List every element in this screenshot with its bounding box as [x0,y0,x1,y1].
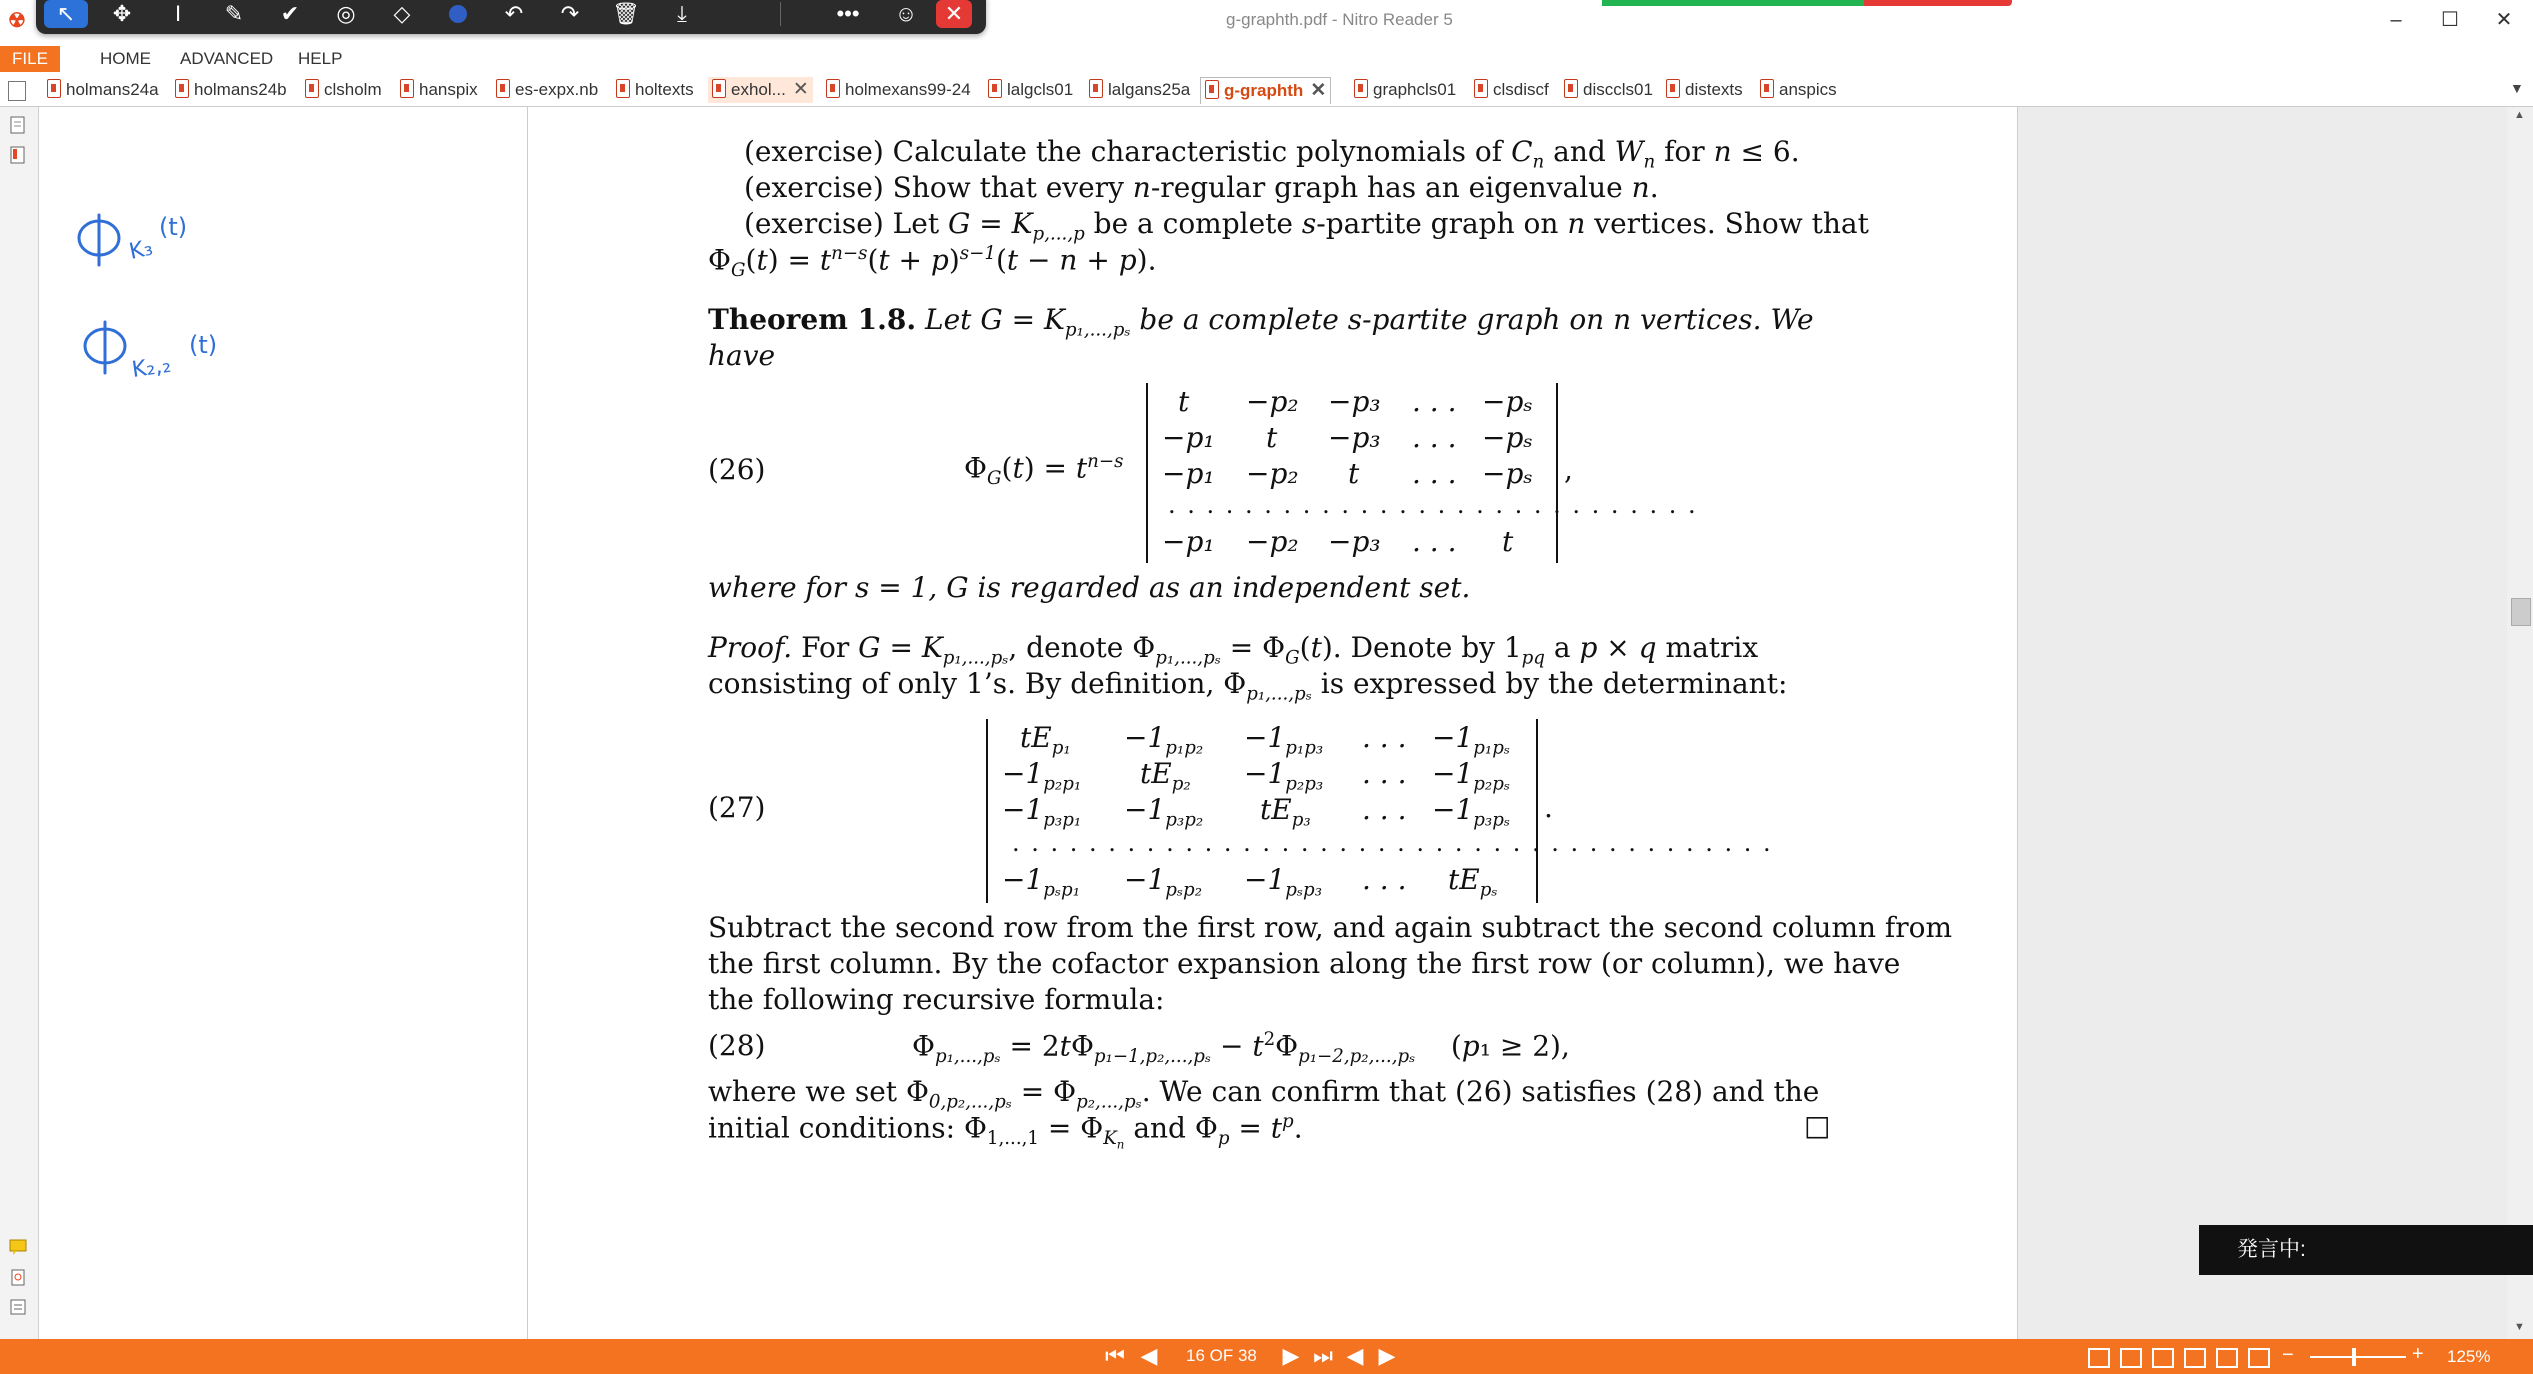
close-tab-icon[interactable]: ✕ [792,79,809,100]
matrix-26 [1146,383,1698,563]
select-tool-icon[interactable]: ↖ [44,0,88,28]
bookmark-panel-icon[interactable] [8,145,28,165]
close-toolbar-icon[interactable]: ✕ [936,0,972,28]
matrix-dots: . . . . . . . . . . . . . . . . . . . . . . . . . . . . . . . . . . . . . . . . [1012,829,1773,857]
close-tab-icon[interactable]: ✕ [1310,80,1327,101]
trash-icon[interactable]: 🗑 [612,1,640,26]
doc-tab[interactable]: anspics [1760,77,1837,103]
color-picker-button[interactable] [436,0,480,28]
doc-tab[interactable]: graphcls01 [1354,77,1456,103]
equation-number: (26) [708,453,766,486]
sync-progress [1602,0,2012,6]
comments-panel-icon[interactable] [8,1237,28,1257]
matrix-row: $-1_{p_2p_1}$ $tE_{p_2}$ $-1_{p_2p_3}$ . . . $-1_{p_2p_s}$ [1002,757,1510,795]
handwritten-notes [39,107,527,407]
pdf-file-icon [1564,79,1578,98]
doc-tab-active[interactable]: g-graphth ✕ [1200,77,1331,104]
paragraph-line: where we set $\Phi_{0,p_2,...,p_s} = \Phi_{p_2,...,p_s}$. We can confirm that (26) satisfies (28) and the [708,1075,1820,1113]
tab-file[interactable]: FILE [0,46,60,72]
nitro-logo-icon: ☢ [8,10,26,32]
undo-icon[interactable]: ↶ [504,1,524,26]
title-bar [0,0,2533,40]
facing-continuous-view-icon[interactable] [2184,1348,2206,1368]
pen-icon[interactable]: ✎ [224,1,244,26]
continuous-view-icon[interactable] [2120,1348,2142,1368]
theorem-line: Theorem 1.8. Let $G = K_{p_1,...,p_s}$ be a complete s-partite graph on n vertices. We [708,303,1814,341]
matrix-row: $-1_{p_sp_1}$ $-1_{p_sp_2}$ $-1_{p_sp_3}$ . . . $tE_{p_s}$ [1002,863,1498,901]
last-page-icon[interactable]: ⏭ [1313,1343,1333,1368]
handwritten-k3: K₃ [127,235,155,265]
matrix-row: $-1_{p_3p_1}$ $-1_{p_3p_2}$ $tE_{p_3}$ . . . $-1_{p_3p_s}$ [1002,793,1510,831]
doc-tab[interactable]: clsdiscf [1474,77,1549,103]
pan-tool-icon[interactable]: ✥ [112,1,132,26]
equation-28: $\Phi_{p_1,...,p_s} = 2t\Phi_{p_1-1,p_2,...,p_s} - t^2\Phi_{p_1-2,p_2,...,p_s}$ (p₁ ≥ 2), [912,1029,1570,1067]
pdf-file-icon [47,79,61,98]
zoom-level[interactable]: 125% [2447,1347,2491,1366]
more-icon[interactable]: ••• [836,1,860,26]
doc-tab[interactable]: hanspix [400,77,478,103]
tabs-dropdown-icon[interactable]: ▼ [2510,80,2524,96]
doc-tab[interactable]: exhol... ✕ [708,77,813,103]
color-dot-icon [449,5,467,23]
theorem-line: have [708,339,776,372]
forward-view-icon[interactable]: ▶ [1378,1343,1396,1368]
qed-box: □ [1804,1109,1831,1142]
status-bar [0,1339,2533,1374]
doc-tab[interactable]: holtexts [616,77,694,103]
document-viewport[interactable] [528,107,2507,1339]
matrix-row: $tE_{p_1}$ $-1_{p_1p_2}$ $-1_{p_1p_3}$ . . . $-1_{p_1p_s}$ [1020,721,1510,759]
window-title: g-graphth.pdf - Nitro Reader 5 [1226,10,1453,29]
matrix-row: −p₁ t −p₃ . . . −pₛ [1162,421,1533,454]
exercise-line: (exercise) Calculate the characteristic polynomials of $C_n$ and $W_n$ for n ≤ 6. [744,135,1800,173]
doc-tab[interactable]: lalgans25a [1089,77,1190,103]
paragraph-line: Subtract the second row from the first row, and again subtract the second column from [708,911,1953,944]
fit-width-icon[interactable] [2216,1348,2238,1368]
pdf-file-icon [1089,79,1103,98]
pdf-file-icon [400,79,414,98]
checkmark-icon[interactable]: ✔ [280,1,300,26]
zoom-in-icon[interactable]: + [2412,1343,2424,1365]
annotation-panel [39,107,528,1339]
first-page-icon[interactable]: ⏮ [1105,1343,1125,1368]
doc-tab[interactable]: holmexans99-24 [826,77,971,103]
pdf-file-icon [1666,79,1680,98]
exercise-line: (exercise) Let $G = K_{p,...,p}$ be a complete s-partite graph on n vertices. Show that [744,207,1869,245]
single-page-view-icon[interactable] [2088,1348,2110,1368]
pdf-file-icon [1205,80,1219,99]
handwritten-t: (t) [159,213,188,241]
equation-number: (27) [708,791,766,824]
scroll-up-icon[interactable]: ▲ [2514,109,2525,121]
minimize-button[interactable]: – [2390,9,2402,31]
attachments-panel-icon[interactable] [8,1267,28,1287]
equation-number: (28) [708,1029,766,1062]
matrix-row: −p₁ −p₂ t . . . −pₛ [1162,457,1533,490]
share-user-icon[interactable]: ☺ [894,1,918,26]
matrix-row: t −p₂ −p₃ . . . −pₛ [1178,385,1533,418]
vertical-scrollbar[interactable] [2507,107,2533,1339]
proof-line: Proof. For $G = K_{p_1,...,p_s}$, denote $\Phi_{p_1,...,p_s} = \Phi_G(t)$. Denote by $1_{pq}$ a p × q matrix [708,631,1759,669]
equation-lhs: $\Phi_G(t) = t^{n-s}$ [964,451,1124,489]
exercise-formula: $\Phi_G(t) = t^{n-s}(t + p)^{s-1}(t - n + p)$. [708,243,1157,281]
doc-tab[interactable]: disccls01 [1564,77,1653,103]
back-view-icon[interactable]: ◀ [1346,1343,1364,1368]
page-icon[interactable] [8,81,26,101]
zoom-slider-thumb[interactable] [2352,1348,2356,1366]
previous-page-icon[interactable]: ◀ [1140,1343,1158,1368]
pdf-file-icon [712,79,726,98]
pdf-file-icon [826,79,840,98]
doc-tab[interactable]: clsholm [305,77,382,103]
zoom-slider[interactable] [2310,1356,2406,1358]
zoom-out-icon[interactable]: − [2282,1344,2294,1366]
matrix-dots: . . . . . . . . . . . . . . . . . . . . . . . . . . . . [1168,491,1698,519]
layers-panel-icon[interactable] [8,1297,28,1317]
doc-tab[interactable]: holmans24b [175,77,287,103]
doc-tab[interactable]: holmans24a [47,77,159,103]
pdf-page [528,107,2018,1339]
facing-view-icon[interactable] [2152,1348,2174,1368]
doc-tab[interactable]: lalgcls01 [988,77,1073,103]
speaking-indicator: 発言中: [2199,1225,2533,1275]
tab-help[interactable]: HELP [298,49,343,68]
handwritten-t: (t) [189,331,218,359]
tab-home[interactable]: HOME [100,49,151,68]
proof-line: consisting of only 1’s. By definition, $\Phi_{p_1,...,p_s}$ is expressed by the determinant: [708,667,1788,705]
paragraph-line: the first column. By the cofactor expansion along the first row (or column), we have [708,947,1901,980]
exercise-line: (exercise) Show that every n-regular graph has an eigenvalue n. [744,171,1659,204]
pdf-file-icon [1760,79,1774,98]
close-window-button[interactable]: ✕ [2495,9,2513,31]
paragraph-line: initial conditions: $\Phi_{1,...,1} = \Phi_{K_n}$ and $\Phi_p = t^p$. [708,1111,1303,1152]
drawing-toolbar [36,0,986,34]
scroll-down-icon[interactable]: ▼ [2514,1321,2525,1333]
eq26-remark: where for s = 1, G is regarded as an independent set. [708,571,1471,604]
document-tabs [0,72,2533,107]
next-page-icon[interactable]: ▶ [1282,1343,1300,1368]
fullscreen-icon[interactable] [2248,1348,2270,1368]
paragraph-line: the following recursive formula: [708,983,1165,1016]
matrix-comma: , [1564,453,1573,486]
handwritten-k22: K₂,₂ [130,352,173,383]
eraser-icon[interactable]: ◇ [393,1,411,26]
pdf-file-icon [305,79,319,98]
ribbon-tabs [0,40,2533,72]
toolbar-divider [780,2,781,26]
matrix-27 [986,719,1773,903]
tab-advanced[interactable]: ADVANCED [180,49,274,68]
pdf-file-icon [1354,79,1368,98]
matrix-period: . [1544,791,1553,824]
left-icon-rail [0,107,39,1339]
pdf-file-icon [616,79,630,98]
pdf-file-icon [1474,79,1488,98]
doc-tab[interactable]: distexts [1666,77,1743,103]
doc-tab[interactable]: es-expx.nb [496,77,598,103]
redo-icon[interactable]: ↷ [560,1,580,26]
download-icon[interactable]: ⤓ [677,1,687,26]
matrix-row: −p₁ −p₂ −p₃ . . . t [1162,525,1514,558]
pages-panel-icon[interactable] [8,115,28,135]
maximize-button[interactable]: ☐ [2441,9,2459,31]
scroll-thumb[interactable] [2511,598,2531,626]
pdf-file-icon [988,79,1002,98]
pdf-file-icon [496,79,510,98]
pdf-file-icon [175,79,189,98]
text-cursor-icon[interactable]: I [174,1,182,26]
page-indicator[interactable]: 16 OF 38 [1186,1346,1257,1365]
stamp-icon[interactable]: ◎ [336,1,356,26]
